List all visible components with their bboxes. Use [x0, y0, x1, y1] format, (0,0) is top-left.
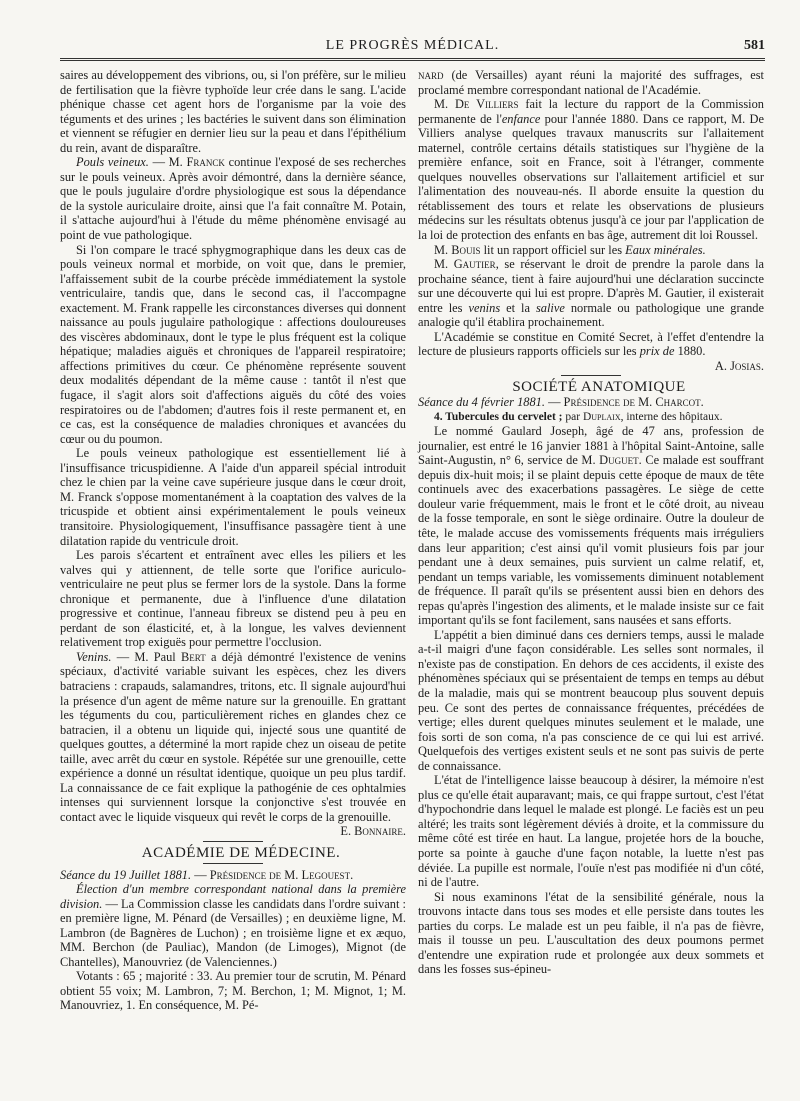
page-number: 581	[744, 38, 765, 53]
text-run: et la	[500, 300, 536, 315]
italic-term: Eaux minérales.	[625, 242, 706, 257]
person-name: Bouis	[451, 242, 481, 257]
text-run: normale ou pathologique une grande analogie qu'il établira prochainement.	[418, 300, 764, 330]
text-run: — M. Paul	[111, 649, 181, 664]
text-run: continue l'exposé de ses recherches sur le pouls veineux. Après avoir démontré, dans la dernière séance, que le pouls jugulaire d'ordre physiologique est sous la dépendance de la systole auriculaire droite, ainsi que l'a fait connaître M. Potain, il s'attache aujourd'hui à l'étude du même phénomène envisagé au point de vue pathologique.	[60, 155, 406, 243]
signature: E. Bonnaire.	[340, 824, 406, 839]
section-lead: Élection d'un membre correspondant national dans la première division.	[60, 882, 406, 911]
text-run: pour l'année 1880. Dans ce rapport, M. De Villiers analyse quelques travaux manuscrits sur l'allaitement maternel, contrôle certains détails statistiques sur l'hygiène de la première enfance, soit en France, soit à l'étranger, commente quelques nouvelles observations sur l'allaitement artificiel et sur l'alimentation des nouveau-nés. Il aborde ensuite la question du rétablissement des tours et relate les observations de plusieurs médecins sur les résultats obtenus jusqu'à ce jour par l'application de la loi de protection des enfants en bas âge, autrement dit loi Roussel.	[418, 111, 764, 243]
text-run: par	[562, 410, 583, 423]
paragraph-comite	[418, 330, 764, 359]
italic-term: prix de	[639, 344, 675, 359]
section-rule	[203, 841, 263, 842]
section-title-societe: SOCIÉTÉ ANATOMIQUE	[512, 379, 686, 396]
text-run: Le nommé Gaulard Joseph, âgé de 47 ans, profession de journalier, est entré le 16 janvier 1881 à l'hôpital Saint-Antoine, salle Saint-Augustin, n° 6, service de M.	[418, 424, 764, 468]
text-run: — La Commission classe les candidats dans l'ordre suivant : en première ligne, M. Pénard (de Versailles) ; en deuxième ligne, M. Lambron (de Bagnères de Luchon) ; en troisième ligne et ex æquo, MM. Berchon (de Pauliac), Mandon (de Limoges), Mignot (de Chantelles), Manouvriez (de Valenciennes.)	[60, 896, 406, 969]
text-run: L'Académie se constitue en Comité Secret, à l'effet d'entendre la lecture de plusieurs rapports officiels sur les	[418, 329, 764, 359]
header-rule	[60, 58, 765, 61]
text-run: , se réservant le droit de prendre la parole dans la prochaine séance, tient à faire aujourd'hui une déclaration succincte sur une découverte qui lui est propre. D'après M. Gautier, il existerait entre les	[418, 257, 765, 315]
paragraph-case	[418, 424, 764, 628]
session-date: Séance du 4 février 1881.	[418, 395, 545, 410]
author-role: , interne des hôpitaux.	[620, 410, 723, 423]
paragraph-pouls-veineux	[60, 155, 406, 242]
case-heading	[418, 410, 764, 425]
text-run: lit un rapport officiel sur les	[480, 242, 626, 257]
case-title: 4. Tubercules du cervelet ;	[434, 410, 563, 423]
session-line	[418, 395, 764, 410]
paragraph-venins	[60, 650, 406, 825]
presidence-label: — Présidence de M.	[544, 395, 656, 410]
text-run: M.	[434, 97, 455, 112]
italic-term: venins	[468, 300, 501, 315]
paragraph: Le pouls veineux pathologique est essentiellement lié à l'insuffisance tricuspidienne. A l'aide d'un appareil spécial introduit chez le chien par la veine cave supérieure jusque dans le cœur droit, M. Franck s'oppose momentanément à la coaptation des valves de la tricuspide et obtient ainsi expérimentalement le pouls veineux transitoire. Physiologiquement, l'insuffisance passagère tient à une dilatation rapide du ventricule droit.	[60, 446, 406, 548]
italic-term: salive	[535, 300, 565, 315]
paragraph: L'appétit a bien diminué dans ces derniers temps, aussi le malade a-t-il maigri d'une façon considérable. Les selles sont normales, il n'existe pas de constipation. En dehors de ces accidents, il existe des phénomènes spéciaux qui se présentaient de temps en temps au début de la maladie, mais qui se montrent beaucoup plus souvent depuis peu. Ce sont des pertes de connaissance fréquentes, précédées de vertige; elles durent quelques minutes seulement et le malade, une fois sorti de son coma, n'a pas conscience de ce qui lui est arrivé. Quelquefois des vertiges existent seuls et ne sont pas suivis de perte de connaissance.	[418, 627, 764, 773]
person-name: Duguet	[599, 453, 639, 468]
paragraph-votes: Votants : 65 ; majorité : 33. Au premier tour de scrutin, M. Pénard obtient 55 voix; M. Lambron, 7; M. Berchon, 1; M. Mignot, 1; M. Manouvriez, 1. En conséquence, M. Pé-	[60, 969, 406, 1013]
page-header	[60, 38, 765, 58]
text-run: M.	[434, 257, 454, 272]
person-name: Bert	[181, 649, 206, 664]
left-column	[60, 68, 406, 1013]
session-date: Séance du 19 Juillet 1881.	[60, 867, 192, 882]
signature: A. Josias.	[714, 358, 764, 373]
president-name: Charcot.	[655, 395, 704, 410]
session-line	[60, 868, 406, 883]
text-run: 1880.	[674, 344, 706, 359]
paragraph-de-villiers	[418, 97, 764, 242]
person-name: Gautier	[453, 257, 496, 272]
section-lead: Pouls veineux.	[76, 155, 149, 170]
text-run: — M.	[148, 155, 187, 170]
paragraph-gautier	[418, 257, 764, 330]
section-rule	[561, 375, 621, 376]
paragraph	[418, 68, 764, 97]
person-name: Franck	[186, 155, 225, 170]
italic-term: enfance	[501, 111, 541, 126]
person-name: De Villiers	[454, 97, 519, 112]
text-run: . Ce malade est souffrant depuis dix-huit mois; il se plaint depuis cette époque de maux de tête continuels avec des exacerbations passagères. Le siège de cette douleur varie fréquemment, mais le front et le côté droit, au niveau de la fosse temporale, en sont le siège ordinaire. Outre la douleur de tête, le malade accuse des vomissements fréquents mais irréguliers dans leur apparition; c'est ainsi qu'il vomit plusieurs fois par jour pendant une à deux semaines, puis survient un calme relatif, et, pendant un temps variable, les vomissements diminuent notablement de fréquence. Il paraît qu'ils se présentent aussi bien en dehors des repas qu'après l'ingestion des aliments, et le malade insiste sur ce fait important qu'ils se font facilement, sans nausées et sans efforts.	[418, 453, 764, 628]
text-run: a déjà démontré l'existence de venins spéciaux, d'activité variable suivant les espèces, chez les divers batraciens : crapauds, salamandres, tritons, etc. Il signale aujourd'hui la présence d'un agent de même nature sur la grenouille. En grattant les téguments du cou, particulièrement riches en glandes chez ce batracien, il a obtenu un liquide qui, injecté sous une quantité de quelques gouttes, a déterminé la mort rapide chez un oiseau de petite taille, avec arrêt du cœur en systole. Répétée sur une grenouille, cette expérience a donné un résultat identique, quoique un peu plus tardif. La connaissance de ce fait explique la pathogénie de ces ophtalmies intenses qui surviennent lorsque la conjonctive s'est trouvée en contact avec le liquide visqueux qui revêt le corps de la grenouille.	[60, 649, 406, 824]
text-run: M.	[434, 242, 452, 257]
presidence-label: — Présidence de M.	[191, 867, 302, 882]
paragraph-bouis	[418, 243, 764, 258]
section-rule	[203, 863, 263, 864]
author-name: Duplaix	[582, 410, 621, 423]
section-title-academie: ACADÉMIE DE MÉDECINE.	[141, 844, 341, 861]
journal-title: LE PROGRÈS MÉDICAL.	[325, 38, 500, 53]
paragraph: Si nous examinons l'état de la sensibilité générale, nous la trouvons intacte dans tous ses modes et elle persiste dans toutes les parties du corps. Le malade est un peu faible, il n'a pas de fièvre, mais il tousse un peu. L'auscultation des deux poumons permet d'entendre une expiration rude et prolongée aux deux sommets et dans les fosses sus-épineu-	[418, 889, 764, 977]
president-name: Legouest.	[301, 867, 354, 882]
paragraph: L'état de l'intelligence laisse beaucoup à désirer, la mémoire n'est plus ce qu'elle était auparavant; mais, ce qui frappe surtout, c'est l'état d'hypochondrie dans lequel le malade est plongé. Le faciès est un peu altéré; les traits sont légèrement déviés à droite, et la commissure du même côté est tirée en haut. La langue, projetée hors de la bouche, porte sa pointe à gauche d'une façon notable, la luette n'est pas déviée. La pupille est normale, l'ouïe n'est pas modifiée ni d'un côté, ni de l'autre.	[418, 773, 764, 890]
person-name: nard	[418, 68, 444, 82]
paragraph: Les parois s'écartent et entraînent avec elles les piliers et les valves qui y attiennent, de telle sorte que l'orifice auriculo-ventriculaire ne peut plus se fermer lors de la systole. Dans la forme chronique et permanente, due à l'influence d'une dilatation progressive et continue, l'anneau fibreux se distend peu à peu en perdant de son élasticité, et, à la longue, les valves deviennent relativement trop exiguës pour permettre l'occlusion.	[60, 548, 406, 650]
right-column	[418, 68, 764, 977]
paragraph: saires au développement des vibrions, ou, si l'on préfère, sur le milieu de fertilisation que la fièvre typhoïde leur crée dans le sang. L'acide phénique chasse cet agent hors de l'organisme par la voie des téguments et des urines ; les bactéries le suivent dans son élimination et viennent se réfugier en dernier lieu sur la peau et dans l'épithélium du rein, avant de disparaître.	[60, 68, 406, 155]
section-lead: Venins.	[76, 649, 112, 664]
paragraph-election	[60, 882, 406, 969]
text-run: fait la lecture du rapport de la Commission permanente de l'	[418, 97, 765, 126]
paragraph: Si l'on compare le tracé sphygmographique dans les deux cas de pouls veineux normal et morbide, on voit que, dans le premier, l'affaissement subit de la courbe précède immédiatement la systole ventriculaire, tandis que, dans le second cas, il l'accompagne exactement. M. Frank rappelle les circonstances diverses qui donnent naissance au pouls jugulaire pathologique : affections douloureuses des viscères abdominaux, dont le type le plus fréquent est la colique hépatique; maladies aiguës et chroniques de l'appareil respiratoire; affections primitives du cœur. Ce phénomène représente souvent deux modalités dépendant de la même cause : tantôt il n'est que fugace, il s'agit alors soit d'affections aiguës du côté des voies respiratoires ou de l'abdomen; d'autres fois il reste permanent et, en ce cas, est la conséquence de maladies chroniques et avancées du cœur ou du poumon.	[60, 242, 406, 446]
text-run: (de Versailles) ayant réuni la majorité des suffrages, est proclamé membre correspondant national de l'Académie.	[418, 68, 764, 97]
